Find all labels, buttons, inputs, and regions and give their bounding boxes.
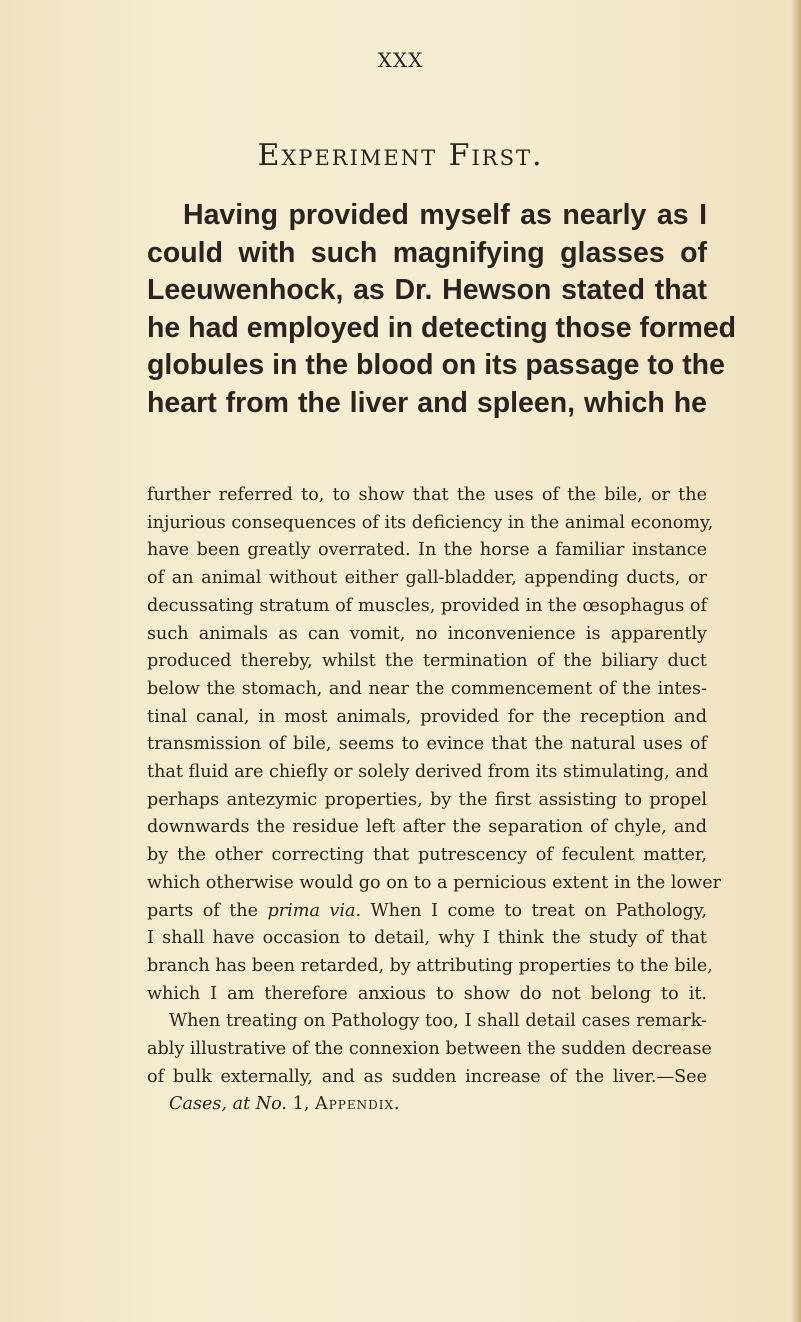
- lead-line: Leeuwenhock, as Dr. Hewson stated that: [147, 274, 707, 306]
- body-line: by the other correcting that putrescency of feculent matter,: [147, 845, 707, 866]
- body-paragraph: [147, 482, 722, 1119]
- body-line: perhaps antezymic properties, by the first assisting to propel: [147, 789, 707, 810]
- body-line: have been greatly overrated. In the horse a familiar instance: [147, 540, 707, 561]
- page-number: XXX: [377, 48, 424, 72]
- body-line: tinal canal, in most animals, provided for the reception and: [147, 706, 707, 727]
- appendix-reference: Appendix.: [315, 1094, 401, 1115]
- body-line: of an animal without either gall-bladder, appending ducts, or: [147, 568, 707, 589]
- reference-number: 1,: [287, 1094, 316, 1115]
- body-line: which otherwise would go on to a pernicious extent in the lower: [147, 872, 722, 893]
- body-line-prima-via: [147, 898, 707, 926]
- italic-phrase: prima via.: [267, 900, 362, 921]
- body-line: When treating on Pathology too, I shall detail cases remark-: [169, 1011, 707, 1032]
- lead-line: could with such magnifying glasses of: [147, 236, 707, 269]
- body-line: ably illustrative of the connexion between the sudden decrease: [147, 1039, 712, 1060]
- line-text: parts of the: [147, 900, 268, 921]
- body-line: injurious consequences of its deficiency in the animal economy,: [147, 512, 714, 533]
- body-line: produced thereby, whilst the termination of the biliary duct: [147, 651, 707, 672]
- body-line: transmission of bile, seems to evince that the natural uses of: [147, 734, 707, 755]
- body-line: decussating stratum of muscles, provided in the œsophagus of: [147, 595, 707, 616]
- page-edge-shadow: [791, 0, 801, 1322]
- body-line: such animals as can vomit, no inconvenience is apparently: [147, 623, 707, 644]
- line-text: When I come to treat on Pathology,: [361, 900, 707, 921]
- body-line: that fluid are chiefly or solely derived from its stimulating, and: [147, 762, 709, 783]
- body-line: of bulk externally, and as sudden increase of the liver.—See: [147, 1066, 707, 1087]
- body-line: below the stomach, and near the commencement of the intes-: [147, 678, 707, 699]
- body-line: branch has been retarded, by attributing properties to the bile,: [147, 955, 713, 976]
- body-line: I shall have occasion to detail, why I think the study of that: [147, 928, 707, 949]
- lead-paragraph: [147, 197, 737, 422]
- italic-reference: Cases, at No.: [169, 1094, 288, 1115]
- body-line: downwards the residue left after the separation of chyle, and: [147, 817, 707, 838]
- section-heading: Experiment First.: [257, 138, 544, 173]
- lead-line: globules in the blood on its passage to the: [147, 349, 725, 381]
- body-line-reference: [147, 1091, 707, 1119]
- lead-line: heart from the liver and spleen, which he: [147, 386, 707, 419]
- lead-line: Having provided myself as nearly as I: [183, 199, 707, 231]
- body-line: further referred to, to show that the uses of the bile, or the: [147, 485, 707, 505]
- body-line: which I am therefore anxious to show do not belong to it.: [147, 983, 707, 1004]
- lead-line: he had employed in detecting those formed: [147, 311, 737, 344]
